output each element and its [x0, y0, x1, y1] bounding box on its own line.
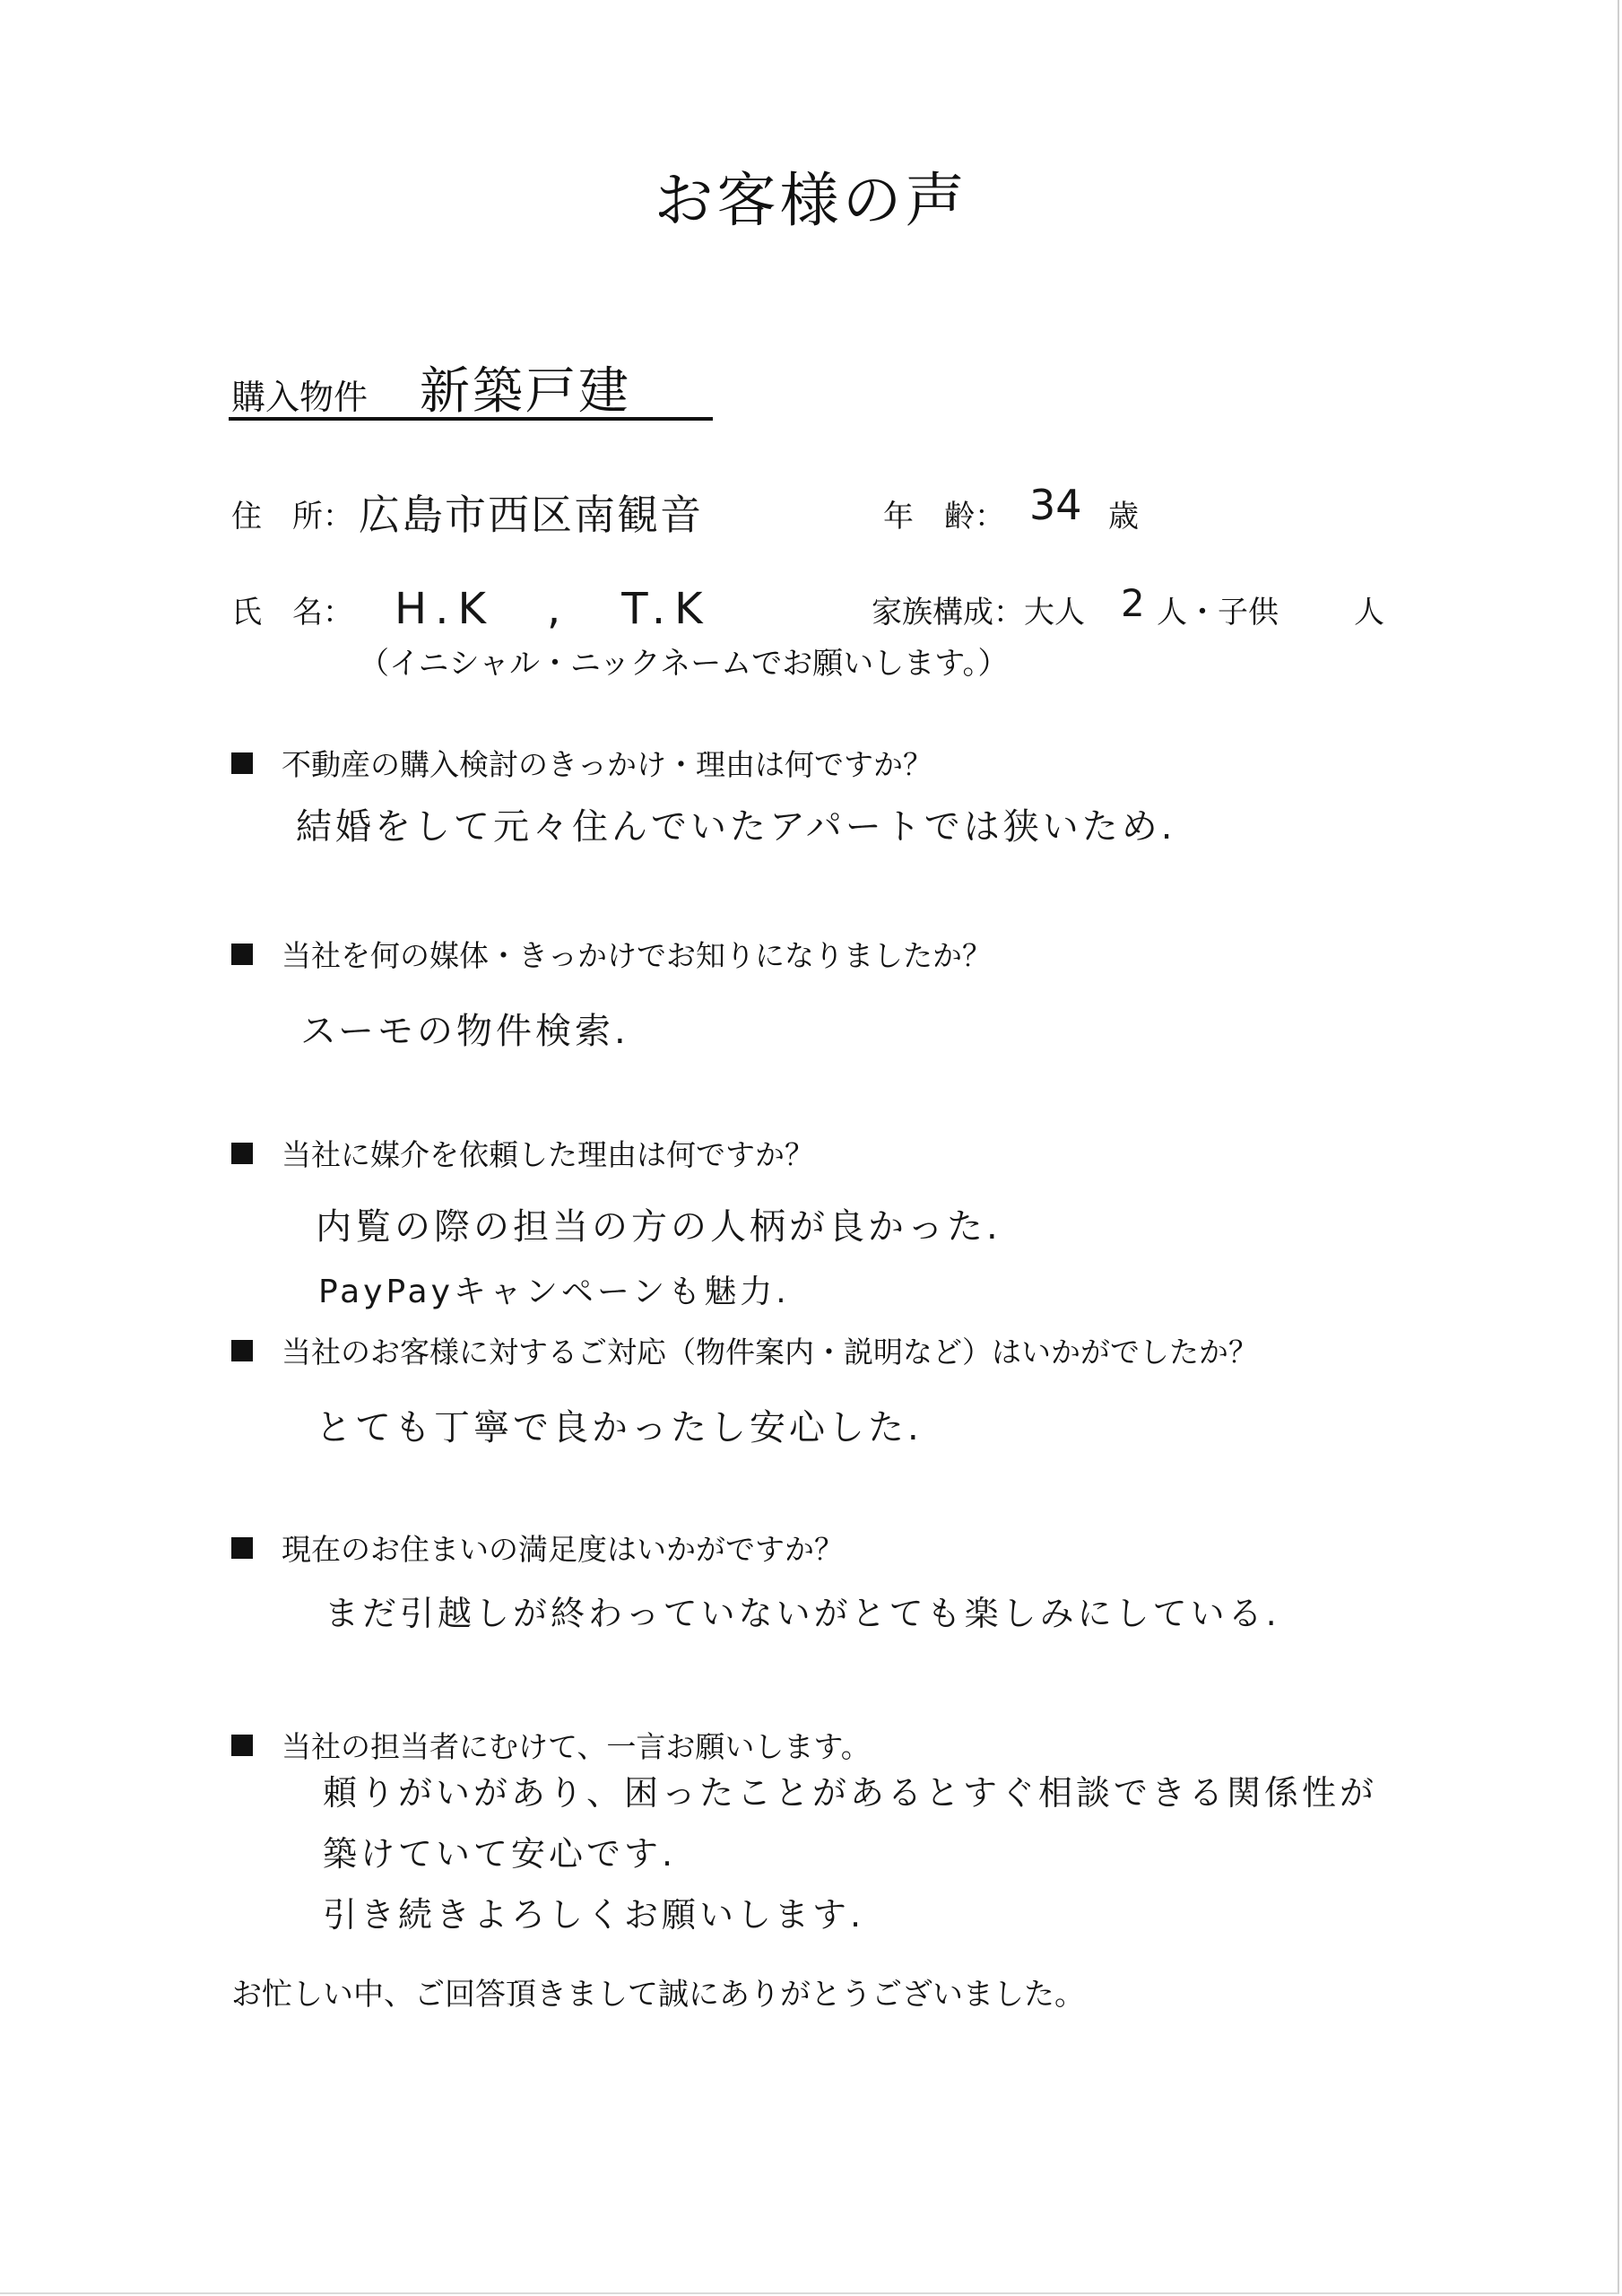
question-row	[231, 1132, 814, 1174]
bullet-square-icon	[231, 752, 253, 774]
age-value: 34	[1029, 481, 1082, 529]
question-row	[231, 1724, 871, 1766]
bullet-square-icon	[231, 1735, 253, 1756]
answer-line: 内覧の際の担当の方の人柄が良かった.	[316, 1206, 1002, 1248]
question-text: 当社の担当者にむけて、一言お願いします。	[282, 1729, 871, 1764]
age-unit: 歳	[1108, 499, 1139, 535]
bullet-square-icon	[231, 944, 253, 965]
family-children-unit: 人	[1354, 595, 1384, 631]
bullet-square-icon	[231, 1537, 253, 1559]
property-label: 購入物件	[231, 378, 369, 417]
family-adults-value: 2	[1121, 581, 1145, 625]
question-text: 当社に媒介を依頼した理由は何ですか？	[282, 1137, 814, 1172]
closing-message: お忙しい中、ご回答頂きまして誠にありがとうございました。	[231, 1977, 1085, 2013]
answer-line: スーモの物件検索.	[300, 1011, 629, 1052]
answer-line: 頼りがいがあり、困ったことがあるとすぐ相談できる関係性が	[323, 1773, 1378, 1813]
bullet-square-icon	[231, 1143, 253, 1164]
question-row	[231, 742, 932, 784]
answer-line: PayPayキャンペーンも魅力.	[318, 1274, 790, 1310]
question-text: 当社を何の媒体・きっかけでお知りになりましたか？	[282, 938, 992, 973]
address-label: 住 所：	[231, 499, 353, 535]
family-label: 家族構成：大人	[872, 595, 1085, 631]
question-row	[231, 1526, 844, 1569]
question-text: 現在のお住まいの満足度はいかがですか？	[282, 1532, 844, 1567]
property-value: 新築戸建	[420, 362, 631, 421]
page-title: お客様の声	[654, 166, 968, 235]
answer-line: 引き続きよろしくお願いします.	[323, 1895, 865, 1935]
question-row	[231, 1329, 1258, 1371]
name-label: 氏 名：	[231, 595, 353, 631]
answer-line: 結婚をして元々住んでいたアパートでは狭いため.	[296, 806, 1176, 848]
age-label: 年 齢：	[883, 499, 1005, 535]
question-row	[231, 933, 992, 975]
name-note: （イニシャル・ニックネームでお願いします。）	[359, 646, 1009, 682]
address-value: 広島市西区南観音	[359, 491, 703, 539]
answer-line: 築けていて安心です.	[323, 1834, 677, 1874]
question-text: 当社のお客様に対するご対応（物件案内・説明など）はいかがでしたか？	[282, 1335, 1258, 1370]
family-adults-unit: 人・子供	[1157, 595, 1279, 631]
property-underline	[229, 417, 713, 421]
name-value: H.K , T.K	[395, 584, 712, 634]
answer-line: とても丁寧で良かったし安心した.	[316, 1407, 923, 1448]
bullet-square-icon	[231, 1340, 253, 1361]
question-text: 不動産の購入検討のきっかけ・理由は何ですか？	[282, 747, 932, 782]
answer-line: まだ引越しが終わっていないがとても楽しみにしている.	[325, 1594, 1280, 1633]
